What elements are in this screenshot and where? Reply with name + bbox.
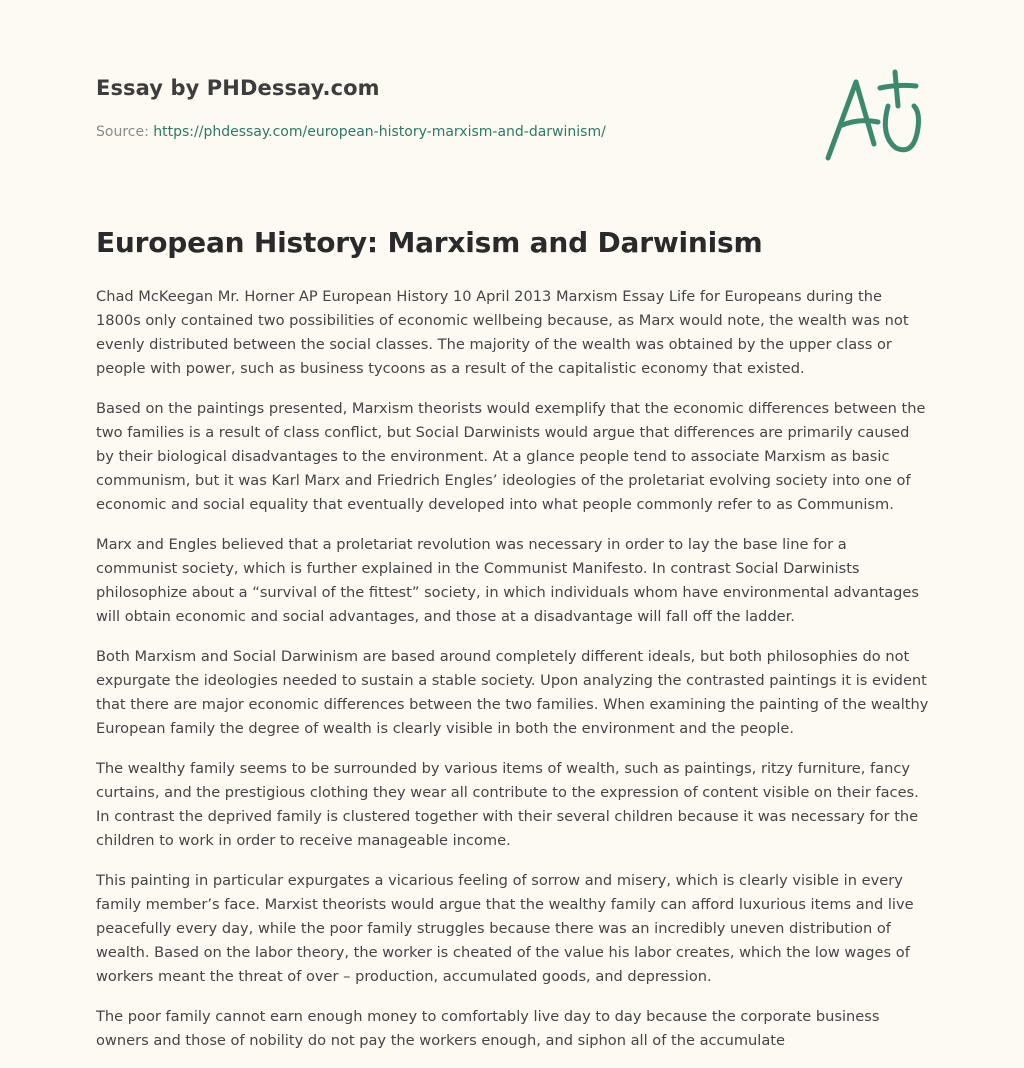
header-source — [96, 124, 606, 140]
paragraph: Based on the paintings presented, Marxism theorists would exemplify that the economic differences between the two families is a result of class conflict, but Social Darwinists would argue that differences are primarily caused by their biological disadvantages to the environment. At a glance people tend to associate Marxism as basic communism, but it was Karl Marx and Friedrich Engles’ ideologies of the proletariat evolving society into one of economic and social equality that eventually developed into what people commonly refer to as Communism. — [96, 400, 926, 513]
paragraph: Chad McKeegan Mr. Horner AP European History 10 April 2013 Marxism Essay Life for Europeans during the 1800s only contained two possibilities of economic wellbeing because, as Marx would note, the wealth was not evenly distributed between the social classes. The majority of the wealth was obtained by the upper class or people with power, such as business tycoons as a result of the capitalistic economy that existed. — [96, 288, 909, 377]
document-title: European History: Marxism and Darwinism — [96, 226, 763, 259]
paragraph: Marx and Engles believed that a proletariat revolution was necessary in order to lay the base line for a communist society, which is further explained in the Communist Manifesto. In contrast Social Darwinists philosophize about a “survival of the fittest” society, in which individuals whom have environmental advantages will obtain economic and social advantages, and those at a disadvantage will fall off the ladder. — [96, 536, 919, 625]
document-body — [96, 285, 930, 1068]
paragraph: The wealthy family seems to be surrounded by various items of wealth, such as paintings, ritzy furniture, fancy curtains, and the prestigious clothing they wear all contribute to the expression of content visible on their faces. In contrast the deprived family is clustered together with their several children because it was necessary for the children to work in order to receive manageable income. — [96, 760, 919, 849]
source-label: Source: — [96, 124, 149, 140]
header-brand: Essay by PHDessay.com — [96, 76, 380, 100]
paragraph: This painting in particular expurgates a vicarious feeling of sorrow and misery, which is clearly visible in every family member’s face. Marxist theorists would argue that the wealthy family can afford luxurious items and live peacefully every day, while the poor family struggles because there was an incredibly uneven distribution of wealth. Based on the labor theory, the worker is cheated of the value his labor creates, which the low wages of workers meant the threat of over – production, accumulated goods, and depression. — [96, 872, 914, 985]
source-link[interactable]: https://phdessay.com/european-history-marxism-and-darwinism/ — [153, 124, 606, 140]
a-plus-logo-icon — [818, 66, 930, 166]
paragraph: Both Marxism and Social Darwinism are based around completely different ideals, but both philosophies do not expurgate the ideologies needed to sustain a stable society. Upon analyzing the contrasted paintings it is evident that there are major economic differences between the two families. When examining the painting of the wealthy European family the degree of wealth is clearly visible in both the environment and the people. — [96, 648, 929, 737]
paragraph: The poor family cannot earn enough money to comfortably live day to day because the corporate business owners and those of nobility do not pay the workers enough, and siphon all of the accumulate — [96, 1008, 880, 1049]
